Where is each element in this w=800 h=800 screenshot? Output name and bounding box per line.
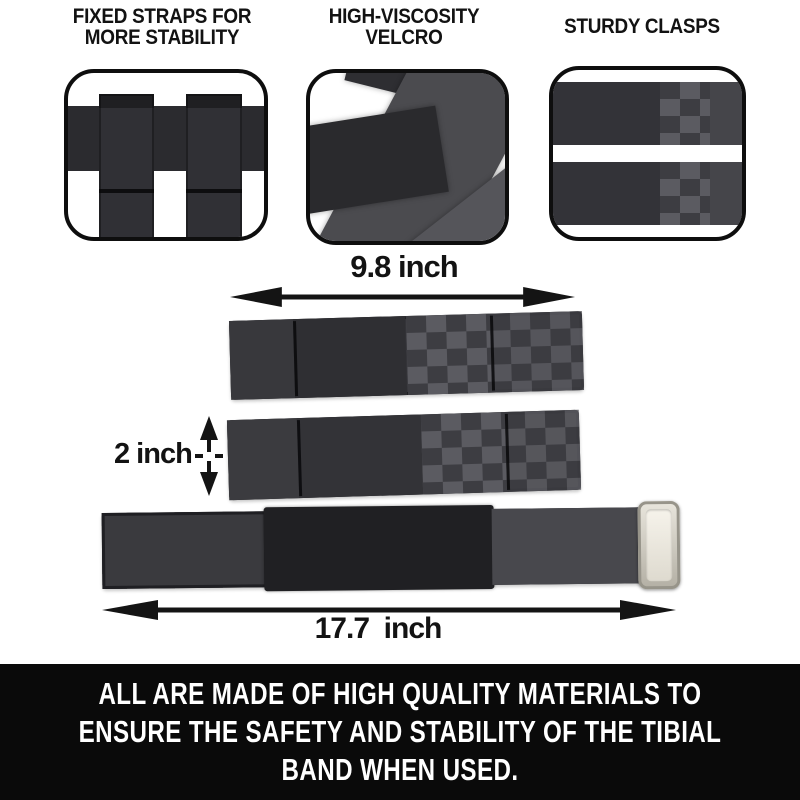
- strap-segment-elastic: [102, 511, 268, 589]
- feature-label-line: FIXED STRAPS FOR: [72, 5, 252, 28]
- feature-label-velcro: [310, 6, 497, 48]
- height-dimension-label: 2 inch: [114, 438, 192, 470]
- strap-segment: [227, 418, 300, 500]
- vertical-strap-graphic: [99, 94, 154, 241]
- vertical-strap-graphic: [186, 94, 243, 241]
- fixed-straps-detail-photo: [64, 69, 268, 241]
- short-strap-image-top: [229, 311, 584, 400]
- strap-segment: [549, 162, 660, 225]
- feature-label-fixed-straps: [63, 6, 261, 48]
- strap-segment: [549, 82, 660, 145]
- clasp-straps-detail-photo: [549, 66, 746, 241]
- strap-segment: [490, 311, 584, 393]
- feature-label-line: VELCRO: [365, 26, 443, 49]
- height-dimension-arrow-icon: [194, 416, 224, 496]
- clasp-strap-graphic: [549, 82, 746, 145]
- banner-text: [79, 675, 722, 789]
- strap-segment: [505, 410, 581, 492]
- banner-line: BAND WHEN USED.: [281, 752, 519, 787]
- width-dimension-arrow-icon: [228, 284, 577, 310]
- feature-label-line: STURDY CLASPS: [564, 15, 720, 38]
- banner-line: ALL ARE MADE OF HIGH QUALITY MATERIALS TO: [98, 676, 702, 711]
- velcro-texture-detail-photo: [306, 69, 509, 245]
- metal-clasp-buckle: [638, 501, 681, 589]
- strap-segment: [420, 412, 507, 494]
- strap-segment: [229, 319, 295, 400]
- short-strap-image-bottom: [227, 410, 581, 500]
- feature-label-line: HIGH-VISCOSITY: [328, 5, 480, 28]
- long-strap-image: [102, 507, 679, 589]
- strap-segment: [297, 414, 423, 498]
- clasp-strap-graphic: [549, 162, 746, 225]
- feature-label-line: MORE STABILITY: [84, 26, 240, 49]
- strap-segment: [660, 162, 710, 225]
- strap-segment: [710, 82, 746, 145]
- quality-statement-banner: [0, 664, 800, 800]
- strap-segment: [660, 82, 710, 145]
- strap-segment-loop-velcro: [264, 505, 495, 591]
- feature-label-clasps: [548, 16, 735, 37]
- strap-segment-webbing: [492, 507, 648, 585]
- banner-line: ENSURE THE SAFETY AND STABILITY OF THE TIBIAL: [78, 714, 722, 749]
- strap-segment: [292, 316, 407, 398]
- width-dimension-label: 9.8 inch: [350, 249, 458, 284]
- length-dimension-label: 17.7 inch: [314, 612, 442, 645]
- strap-segment: [710, 162, 746, 225]
- strap-segment: [405, 314, 492, 395]
